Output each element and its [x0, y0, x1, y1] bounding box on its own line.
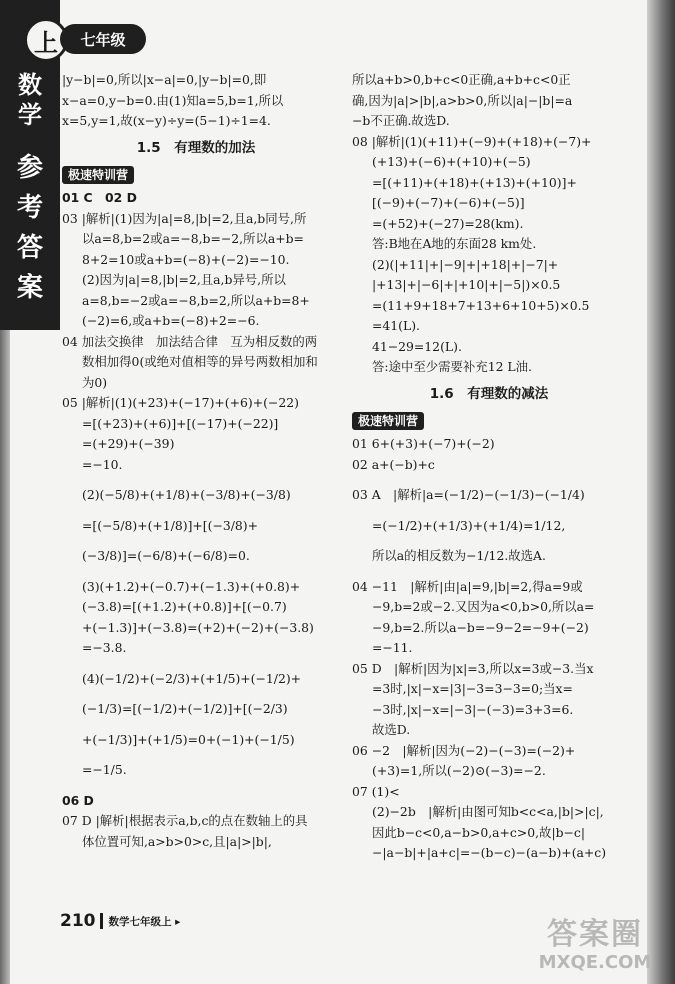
line-spacer [352, 536, 626, 546]
answer-line: =−11. [372, 640, 413, 655]
line-spacer [62, 536, 330, 546]
answers-title: 参 考 答 案 [16, 153, 43, 303]
answer-line: 07 D |解析|根据表示a,b,c的点在数轴上的具 [62, 813, 308, 828]
answer-line: 02 a+(−b)+c [352, 456, 435, 472]
answer-line: (+3)=1,所以(−2)⊙(−3)=−2. [372, 763, 546, 778]
answer-line: −3时,|x|−x=|−3|−(−3)=3+3=6. [372, 701, 574, 717]
answer-line: 故选D. [372, 722, 411, 737]
answer-line: =3时,|x|−x=|3|−3=3−3=0;当x= [372, 681, 573, 696]
answer-line: =−3.8. [82, 640, 127, 655]
answer-line: 03 |解析|(1)因为|a|=8,|b|=2,且a,b同号,所 [62, 210, 307, 226]
answer-line: 答:途中至少需要补充12 L油. [372, 359, 532, 374]
section-heading: 1.5 有理数的加法 [136, 139, 256, 156]
answer-line: −9,b=2.所以a−b=−9−2=−9+(−2) [372, 619, 589, 635]
answer-line: =(+52)+(−27)=28(km). [372, 215, 524, 231]
right-column [352, 70, 626, 864]
answer-line: 07 (1)< [352, 783, 400, 799]
answer-line: |+13|+|−6|+|+10|+|−5|)×0.5 [372, 277, 561, 292]
answer-line: 答:B地在A地的东面28 km处. [372, 236, 537, 251]
line-spacer [62, 659, 330, 669]
answer-line: [(−9)+(−7)+(−6)+(−5)] [372, 195, 525, 210]
answer-line: =41(L). [372, 318, 420, 333]
answer-line: (−3/8)]=(−6/8)+(−6/8)=0. [82, 548, 250, 563]
answer-line: x−a=0,y−b=0.由(1)知a=5,b=1,所以 [62, 92, 284, 108]
answer-line: 08 |解析|(1)(+11)+(−9)+(+18)+(−7)+ [352, 133, 592, 149]
answer-line: =−10. [82, 456, 123, 472]
answer-line: =[(+23)+(+6)]+[(−17)+(−22)] [82, 415, 279, 431]
answer-line: (4)(−1/2)+(−2/3)+(+1/5)+(−1/2)+ [82, 670, 302, 686]
answer-line: 所以a的相反数为−1/12.故选A. [372, 548, 546, 563]
watermark-url: MXQE.COM [538, 952, 652, 973]
answer-line: 8+2=10或a+b=(−8)+(−2)=−10. [82, 251, 290, 267]
answer-line: =[(−5/8)+(+1/8)]+[(−3/8)+ [82, 517, 259, 533]
section-badge: 极速特训营 [62, 166, 134, 184]
answer-line: |y−b|=0,所以|x−a|=0,|y−b|=0,即 [62, 72, 267, 87]
line-spacer [352, 567, 626, 577]
binding-edge [0, 330, 10, 984]
page-footer [60, 910, 360, 932]
section-badge: 极速特训营 [352, 412, 424, 430]
answer-line: =(11+9+18+7+13+6+10+5)×0.5 [372, 297, 590, 313]
answer-line: 05 |解析|(1)(+23)+(−17)+(+6)+(−22) [62, 395, 299, 410]
volume-badge: 上 [24, 18, 68, 62]
watermark-logo-text: 答案圈 [547, 917, 643, 952]
answer-line: a=8,b=−2或a=−8,b=2,所以a+b=8+ [82, 292, 310, 308]
answer-line: =−1/5. [82, 762, 127, 777]
answer-line: (−3.8)=[(+1.2)+(+0.8)]+[(−0.7) [82, 599, 287, 614]
answer-line: 所以a+b>0,b+c<0正确,a+b+c<0正 [352, 72, 571, 87]
subject-label: 数 学 [18, 71, 42, 129]
answer-line: (−1/3)=[(−1/2)+(−1/2)]+[(−2/3) [82, 701, 288, 716]
line-spacer [352, 506, 626, 516]
answer-line: 06 −2 |解析|因为(−2)−(−3)=(−2)+ [352, 742, 576, 758]
answer-line: +(−1.3)]+(−3.8)=(+2)+(−2)+(−3.8) [82, 619, 314, 635]
answer-line: −b不正确.故选D. [352, 113, 450, 128]
answer-line: (3)(+1.2)+(−0.7)+(−1.3)+(+0.8)+ [82, 578, 301, 594]
book-title: 数学七年级上 ▸ [108, 915, 181, 928]
answer-line: (2)−2b |解析|由图可知b<c<a,|b|>|c|, [372, 804, 604, 819]
answer-line: x=5,y=1,故(x−y)÷y=(5−1)÷1=4. [62, 113, 271, 128]
line-spacer [62, 720, 330, 730]
line-spacer [62, 506, 330, 516]
grade-label: 七年级 [60, 24, 146, 54]
footer-divider [100, 913, 103, 929]
answer-line: (−2)=6,或a+b=(−8)+2=−6. [82, 313, 260, 328]
line-spacer [62, 567, 330, 577]
answer-line: (2)因为|a|=8,|b|=2,且a,b异号,所以 [82, 272, 286, 287]
answer-line: =[(+11)+(+18)+(+13)+(+10)]+ [372, 174, 577, 190]
answer-line: 体位置可知,a>b>0>c,且|a|>|b|, [82, 833, 272, 849]
left-column [62, 70, 330, 852]
answer-line: 因此b−c<0,a−b>0,a+c>0,故|b−c| [372, 824, 586, 840]
answer-line: 以a=8,b=2或a=−8,b=−2,所以a+b= [82, 231, 304, 246]
answer-line: =(+29)+(−39) [82, 436, 175, 451]
page-number: 210 [60, 911, 96, 931]
page-edge-shadow [647, 0, 675, 984]
watermark [520, 918, 670, 980]
answer-line: 确,因为|a|>|b|,a>b>0,所以|a|−|b|=a [352, 92, 573, 108]
answer-line: (2)(−5/8)+(+1/8)+(−3/8)+(−3/8) [82, 487, 291, 502]
answer-line: −|a−b|+|a+c|=−(b−c)−(a−b)+(a+c) [372, 845, 607, 860]
answer-line: (2)(|+11|+|−9|+|+18|+|−7|+ [372, 256, 559, 272]
answer-line: =(−1/2)+(+1/3)+(+1/4)=1/12, [372, 517, 566, 533]
answer-line: 为0) [82, 374, 108, 390]
answer-line: 41−29=12(L). [372, 338, 462, 354]
answer-line: −9,b=2或−2.又因为a<0,b>0,所以a= [372, 599, 595, 614]
line-spacer [352, 475, 626, 485]
section-heading: 1.6 有理数的减法 [429, 385, 549, 402]
line-spacer [62, 689, 330, 699]
answer-line: 04 −11 |解析|由|a|=9,|b|=2,得a=9或 [352, 578, 583, 594]
answer-line: +(−1/3)]+(+1/5)=0+(−1)+(−1/5) [82, 731, 295, 747]
line-spacer [62, 781, 330, 791]
answer-line: 数相加得0(或绝对值相等的异号两数相加和 [82, 354, 318, 369]
answer-line: 05 D |解析|因为|x|=3,所以x=3或−3.当x [352, 660, 594, 676]
answer-line: (+13)+(−6)+(+10)+(−5) [372, 154, 531, 169]
line-spacer [62, 750, 330, 760]
answer-line: 01 6+(+3)+(−7)+(−2) [352, 436, 495, 451]
answer-line: 01 C 02 D [62, 190, 137, 205]
answer-line: 06 D [62, 792, 94, 808]
answer-line: 04 加法交换律 加法结合律 互为相反数的两 [62, 333, 318, 349]
line-spacer [62, 475, 330, 485]
answer-line: 03 A |解析|a=(−1/2)−(−1/3)−(−1/4) [352, 487, 585, 502]
